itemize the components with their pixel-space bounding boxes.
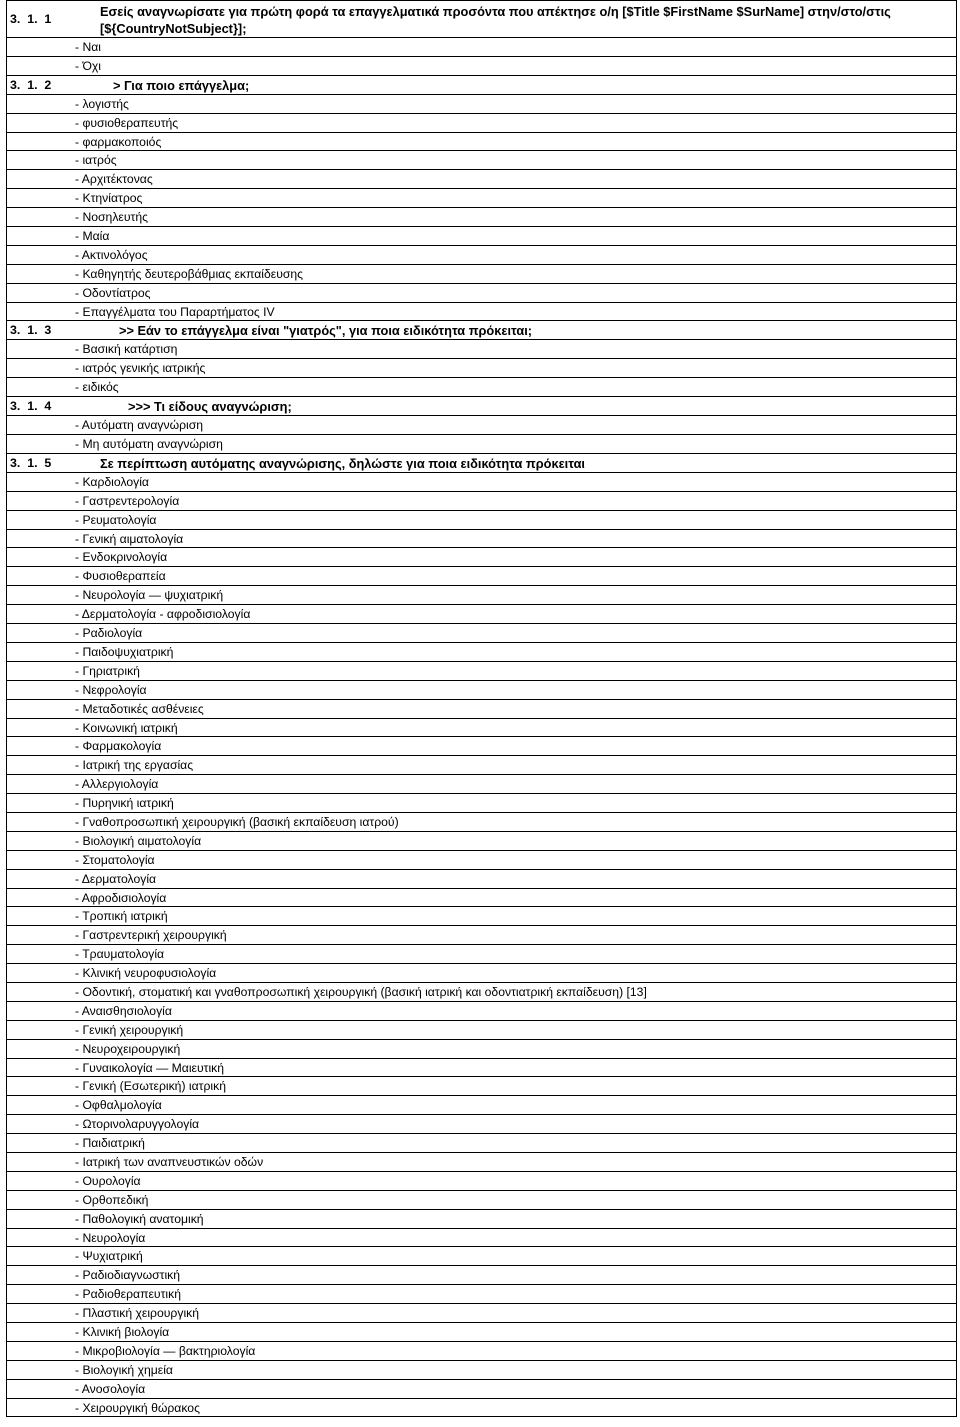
answer-option-row	[6, 1229, 957, 1248]
answer-option-row	[6, 114, 957, 133]
questionnaire-table	[6, 0, 957, 1417]
answer-option-row	[6, 1077, 957, 1096]
question-row-3-1-2	[6, 76, 957, 95]
answer-option-row	[6, 832, 957, 851]
answer-option-row	[6, 851, 957, 870]
answer-option-row	[6, 1002, 957, 1021]
answer-option-row	[6, 662, 957, 681]
answer-option-row	[6, 983, 957, 1002]
answer-option-label: - Δερματολογία	[75, 871, 157, 886]
answer-option-label: - Γηριατρική	[75, 663, 140, 678]
answer-option-row	[6, 1191, 957, 1210]
answer-option-label: - Ανοσολογία	[75, 1381, 146, 1396]
answer-option-label: - Οδοντική, στοματική και γναθοπροσωπική χειρουργική (βασική ιατρική και οδοντιατρική εκπαίδευση) [13]	[75, 984, 647, 999]
question-number: 3. 1. 5	[10, 455, 52, 470]
answer-option-label: - Ιατρική των αναπνευστικών οδών	[75, 1154, 264, 1169]
question-text: Σε περίπτωση αυτόματης αναγνώρισης, δηλώστε για ποια ειδικότητα πρόκειται	[100, 455, 585, 471]
answer-option-label: - Κλινική βιολογία	[75, 1325, 170, 1339]
answer-option-row	[6, 170, 957, 189]
answer-option-row	[6, 586, 957, 605]
answer-option-row	[6, 303, 957, 322]
answer-option-row	[6, 151, 957, 170]
answer-option-row	[6, 1399, 957, 1418]
answer-option-label: - Στοματολογία	[75, 852, 155, 867]
answer-option-row	[6, 624, 957, 643]
answer-option-label: - Νευρολογία	[75, 1230, 146, 1245]
answer-option-label: - Γενική αιματολογία	[75, 531, 184, 546]
options-3-1-3	[6, 340, 957, 397]
answer-option-row	[6, 435, 957, 454]
answer-option-row	[6, 1059, 957, 1078]
answer-option-label: - Ραδιολογία	[75, 626, 143, 641]
answer-option-label: - Μεταδοτικές ασθένειες	[75, 701, 204, 716]
answer-option-row	[6, 1096, 957, 1115]
answer-option-row	[6, 1153, 957, 1172]
answer-option-row	[6, 889, 957, 908]
answer-option-label: - Μη αυτόματη αναγνώριση	[75, 437, 223, 452]
options-3-1-2	[6, 95, 957, 322]
answer-option-label: - Οδοντίατρος	[75, 285, 151, 300]
answer-option-label: - Αλλεργιολογία	[75, 777, 159, 792]
answer-option-row	[6, 1172, 957, 1191]
answer-option-row	[6, 265, 957, 284]
question-number: 3. 1. 2	[10, 77, 52, 92]
answer-option-label: - Γαστρεντερική χειρουργική	[75, 928, 227, 943]
answer-option-label: - Δερματολογία - αφροδισιολογία	[75, 607, 251, 622]
answer-option-row	[6, 926, 957, 945]
answer-option-label: - Κοινωνική ιατρική	[75, 720, 178, 735]
answer-option-label: - Μαία	[75, 229, 110, 244]
answer-option-label: - φυσιοθεραπευτής	[75, 115, 179, 130]
question-number: 3. 1. 4	[10, 399, 52, 414]
options-3-1-1	[6, 38, 957, 76]
answer-option-label: - Κλινική νευροφυσιολογία	[75, 966, 217, 981]
question-number: 3. 1. 3	[10, 323, 52, 338]
answer-option-label: - Βασική κατάρτιση	[75, 342, 178, 357]
answer-option-row	[6, 95, 957, 114]
answer-option-label: - Νοσηλευτής	[75, 210, 148, 225]
question-number: 3. 1. 1	[10, 12, 52, 26]
answer-option-row	[6, 756, 957, 775]
answer-option-row	[6, 870, 957, 889]
answer-option-label: - Χειρουργική θώρακος	[75, 1400, 200, 1415]
answer-option-label: - Αναισθησιολογία	[75, 1003, 172, 1018]
answer-option-row	[6, 359, 957, 378]
answer-option-row	[6, 945, 957, 964]
question-text-line-2: [${CountryNotSubject}];	[100, 21, 247, 36]
answer-option-row	[6, 700, 957, 719]
answer-option-row	[6, 964, 957, 983]
answer-option-label: - Γαστρεντερολογία	[75, 493, 180, 508]
answer-option-row	[6, 1266, 957, 1285]
answer-option-label: - Βιολογική αιματολογία	[75, 833, 202, 848]
answer-option-row	[6, 473, 957, 492]
answer-option-label: - Γυναικολογία — Μαιευτική	[75, 1060, 225, 1075]
answer-option-label: - Επαγγέλματα του Παραρτήματος IV	[75, 304, 275, 319]
answer-option-label: - Κτηνίατρος	[75, 191, 143, 206]
answer-option-label: - Ναι	[75, 40, 101, 54]
answer-option-label: - ιατρός	[75, 153, 117, 168]
answer-option-label: - Ιατρική της εργασίας	[75, 758, 194, 773]
answer-option-label: - Γναθοπροσωπική χειρουργική (βασική εκπαίδευση ιατρού)	[75, 814, 399, 829]
question-text-line-1: Εσείς αναγνωρίσατε για πρώτη φορά τα επαγγελματικά προσόντα που απέκτησε ο/η [$Title $FirstName $SurName] στην/στο/στις	[100, 4, 891, 19]
answer-option-row	[6, 1210, 957, 1229]
answer-option-label: - Μικροβιολογία — βακτηριολογία	[75, 1343, 256, 1358]
answer-option-row	[6, 492, 957, 511]
answer-option-row	[6, 681, 957, 700]
answer-option-label: - Βιολογική χημεία	[75, 1362, 173, 1377]
answer-option-label: - Καθηγητής δευτεροβάθμιας εκπαίδευσης	[75, 266, 304, 281]
answer-option-label: - Όχι	[75, 58, 101, 73]
answer-option-label: - Ουρολογία	[75, 1173, 141, 1188]
answer-option-row	[6, 208, 957, 227]
answer-option-label: - Πυρηνική ιατρική	[75, 796, 174, 811]
question-text: >>> Τι είδους αναγνώριση;	[128, 399, 292, 415]
question-text: >> Εάν το επάγγελμα είναι "γιατρός", για ποια ειδικότητα πρόκειται;	[119, 323, 533, 339]
answer-option-row	[6, 38, 957, 57]
answer-option-label: - ιατρός γενικής ιατρικής	[75, 361, 206, 376]
answer-option-label: - Ωτορινολαρυγγολογία	[75, 1117, 200, 1132]
answer-option-row	[6, 246, 957, 265]
answer-option-row	[6, 1342, 957, 1361]
answer-option-label: - φαρμακοποιός	[75, 134, 162, 149]
answer-option-row	[6, 378, 957, 397]
answer-option-row	[6, 737, 957, 756]
answer-option-label: - Ενδοκρινολογία	[75, 550, 168, 565]
answer-option-row	[6, 1247, 957, 1266]
answer-option-row	[6, 511, 957, 530]
answer-option-label: - Καρδιολογία	[75, 474, 149, 489]
answer-option-row	[6, 1304, 957, 1323]
answer-option-row	[6, 133, 957, 152]
answer-option-row	[6, 1021, 957, 1040]
answer-option-row	[6, 1285, 957, 1304]
answer-option-label: - Οφθαλμολογία	[75, 1098, 162, 1113]
answer-option-row	[6, 813, 957, 832]
answer-option-label: - Φαρμακολογία	[75, 739, 162, 754]
options-3-1-5	[6, 473, 957, 1418]
answer-option-row	[6, 775, 957, 794]
answer-option-label: - Φυσιοθεραπεία	[75, 569, 166, 584]
answer-option-row	[6, 1380, 957, 1399]
answer-option-label: - Νεφρολογία	[75, 682, 147, 697]
answer-option-row	[6, 530, 957, 549]
answer-option-row	[6, 1115, 957, 1134]
answer-option-row	[6, 227, 957, 246]
answer-option-row	[6, 57, 957, 76]
answer-option-row	[6, 907, 957, 926]
answer-option-row	[6, 416, 957, 435]
answer-option-label: - Πλαστική χειρουργική	[75, 1306, 200, 1321]
answer-option-label: - Αρχιτέκτονας	[75, 172, 153, 187]
answer-option-row	[6, 1323, 957, 1342]
answer-option-label: - Παθολογική ανατομική	[75, 1211, 204, 1226]
answer-option-label: - Παιδοψυχιατρική	[75, 644, 174, 659]
answer-option-row	[6, 189, 957, 208]
answer-option-label: - Ραδιοδιαγνωστική	[75, 1268, 181, 1283]
answer-option-label: - Ψυχιατρική	[75, 1249, 143, 1264]
answer-option-row	[6, 548, 957, 567]
answer-option-row	[6, 340, 957, 359]
question-row-3-1-1	[6, 0, 957, 38]
answer-option-label: - Τροπική ιατρική	[75, 909, 168, 924]
answer-option-row	[6, 794, 957, 813]
answer-option-row	[6, 643, 957, 662]
answer-option-label: - ειδικός	[75, 380, 119, 395]
answer-option-label: - Ορθοπεδική	[75, 1192, 149, 1207]
options-3-1-4	[6, 416, 957, 454]
answer-option-row	[6, 1134, 957, 1153]
answer-option-label: - Τραυματολογία	[75, 947, 165, 962]
answer-option-label: - Ακτινολόγος	[75, 247, 148, 262]
answer-option-row	[6, 567, 957, 586]
answer-option-label: - Ραδιοθεραπευτική	[75, 1287, 181, 1302]
answer-option-label: - Αφροδισιολογία	[75, 890, 167, 905]
answer-option-row	[6, 1361, 957, 1380]
answer-option-label: - Γενική χειρουργική	[75, 1022, 184, 1037]
answer-option-row	[6, 1040, 957, 1059]
answer-option-label: - Νευροχειρουργική	[75, 1041, 181, 1056]
answer-option-label: - Γενική (Εσωτερική) ιατρική	[75, 1079, 226, 1094]
answer-option-label: - Ρευματολογία	[75, 512, 157, 527]
question-row-3-1-5	[6, 454, 957, 473]
answer-option-row	[6, 284, 957, 303]
answer-option-row	[6, 605, 957, 624]
answer-option-label: - Παιδιατρική	[75, 1136, 145, 1151]
answer-option-label: - Αυτόματη αναγνώριση	[75, 418, 204, 433]
question-text: > Για ποιο επάγγελμα;	[113, 77, 250, 93]
question-row-3-1-4	[6, 397, 957, 416]
answer-option-label: - Νευρολογία — ψυχιατρική	[75, 588, 224, 603]
answer-option-row	[6, 719, 957, 738]
question-row-3-1-3	[6, 321, 957, 340]
answer-option-label: - λογιστής	[75, 96, 129, 111]
